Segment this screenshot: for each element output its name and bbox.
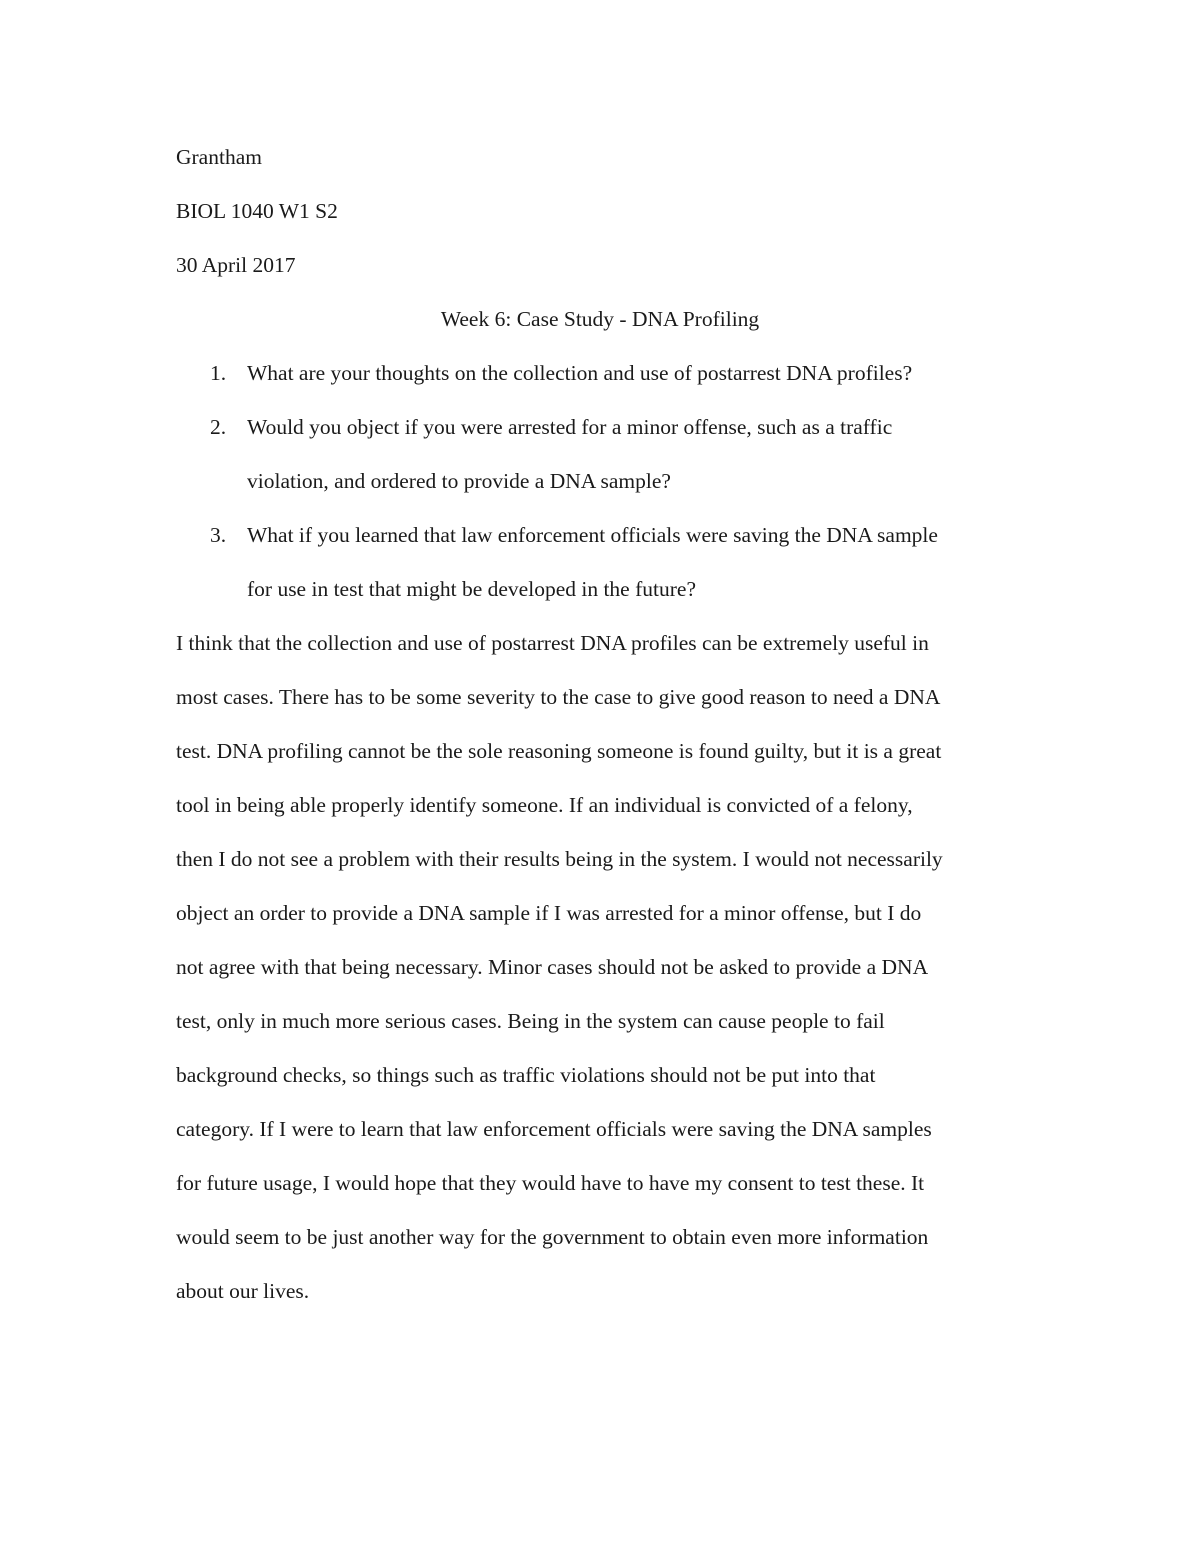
- document-date: 30 April 2017: [176, 253, 296, 277]
- document-title: Week 6: Case Study - DNA Profiling: [440, 307, 760, 331]
- body-line: test. DNA profiling cannot be the sole reasoning someone is found guilty, but it is a great: [176, 739, 942, 763]
- question-number: 2.: [210, 415, 227, 439]
- body-line: about our lives.: [176, 1279, 310, 1303]
- body-line: would seem to be just another way for the government to obtain even more information: [176, 1225, 929, 1249]
- body-line: object an order to provide a DNA sample if I was arrested for a minor offense, but I do: [176, 901, 922, 925]
- body-line: test, only in much more serious cases. Being in the system can cause people to fail: [176, 1009, 885, 1033]
- question-number: 3.: [210, 523, 227, 547]
- body-line: for future usage, I would hope that they would have to have my consent to test these. It: [176, 1171, 925, 1195]
- body-line: not agree with that being necessary. Minor cases should not be asked to provide a DNA: [176, 955, 929, 979]
- question-text-line: Would you object if you were arrested for a minor offense, such as a traffic: [247, 415, 893, 439]
- question-text-line: What if you learned that law enforcement officials were saving the DNA sample: [247, 523, 938, 547]
- body-line: then I do not see a problem with their results being in the system. I would not necessarily: [176, 847, 943, 871]
- body-line: most cases. There has to be some severity to the case to give good reason to need a DNA: [176, 685, 941, 709]
- body-line: background checks, so things such as traffic violations should not be put into that: [176, 1063, 876, 1087]
- course-code: BIOL 1040 W1 S2: [176, 199, 338, 223]
- question-number: 1.: [210, 361, 227, 385]
- body-line: I think that the collection and use of postarrest DNA profiles can be extremely useful in: [176, 631, 929, 655]
- body-line: category. If I were to learn that law enforcement officials were saving the DNA samples: [176, 1117, 932, 1141]
- question-text-line: violation, and ordered to provide a DNA sample?: [247, 469, 671, 493]
- question-text-line: for use in test that might be developed in the future?: [247, 577, 696, 601]
- question-text-line: What are your thoughts on the collection and use of postarrest DNA profiles?: [247, 361, 913, 385]
- body-line: tool in being able properly identify someone. If an individual is convicted of a felony,: [176, 793, 913, 817]
- author-name: Grantham: [176, 145, 262, 169]
